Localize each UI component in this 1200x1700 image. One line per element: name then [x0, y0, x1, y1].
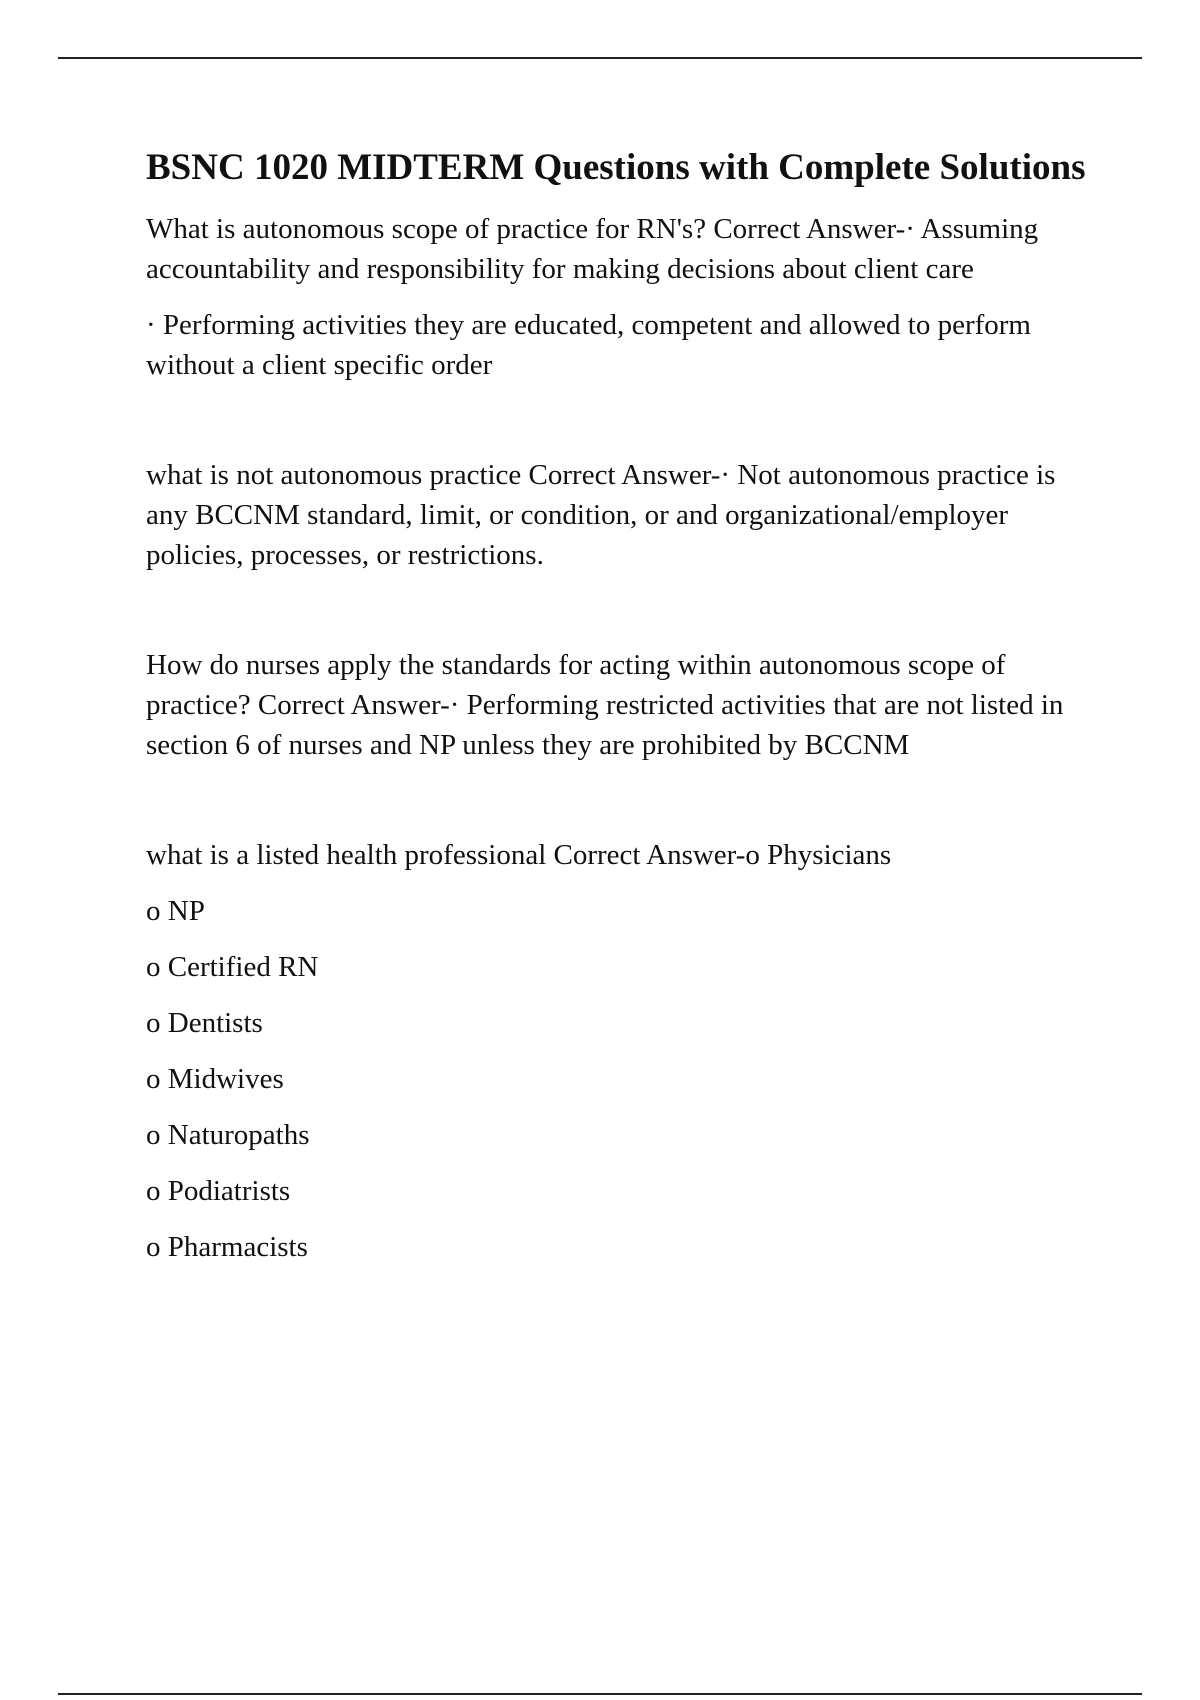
list-item: o Podiatrists: [146, 1175, 291, 1207]
professional-list: [146, 891, 1086, 1267]
list-item: o Pharmacists: [146, 1231, 308, 1263]
list-item: o Midwives: [146, 1063, 284, 1095]
list-item: o NP: [146, 895, 205, 927]
question-1: What is autonomous scope of practice for RN's? Correct Answer-· Assuming accountability and responsibility for making decisions about client care: [146, 213, 1039, 285]
top-divider: [58, 57, 1142, 59]
question-1-continuation: · Performing activities they are educated, competent and allowed to perform without a client specific order: [146, 309, 1031, 381]
list-item: o Certified RN: [146, 951, 319, 983]
question-3: How do nurses apply the standards for acting within autonomous scope of practice? Correct Answer-· Performing restricted activities that are not listed in section 6 of nurses and NP unless they are prohibited by BCCNM: [146, 649, 1064, 761]
question-4: what is a listed health professional Correct Answer-o Physicians: [146, 839, 892, 871]
list-item: o Dentists: [146, 1007, 263, 1039]
list-item: o Naturopaths: [146, 1119, 310, 1151]
document-body: [146, 143, 1086, 1267]
document-title: BSNC 1020 MIDTERM Questions with Complete Solutions: [146, 147, 1086, 188]
bottom-divider: [58, 1693, 1142, 1695]
question-2: what is not autonomous practice Correct Answer-· Not autonomous practice is any BCCNM standard, limit, or condition, or and organizational/employer policies, processes, or restrictions.: [146, 459, 1056, 571]
